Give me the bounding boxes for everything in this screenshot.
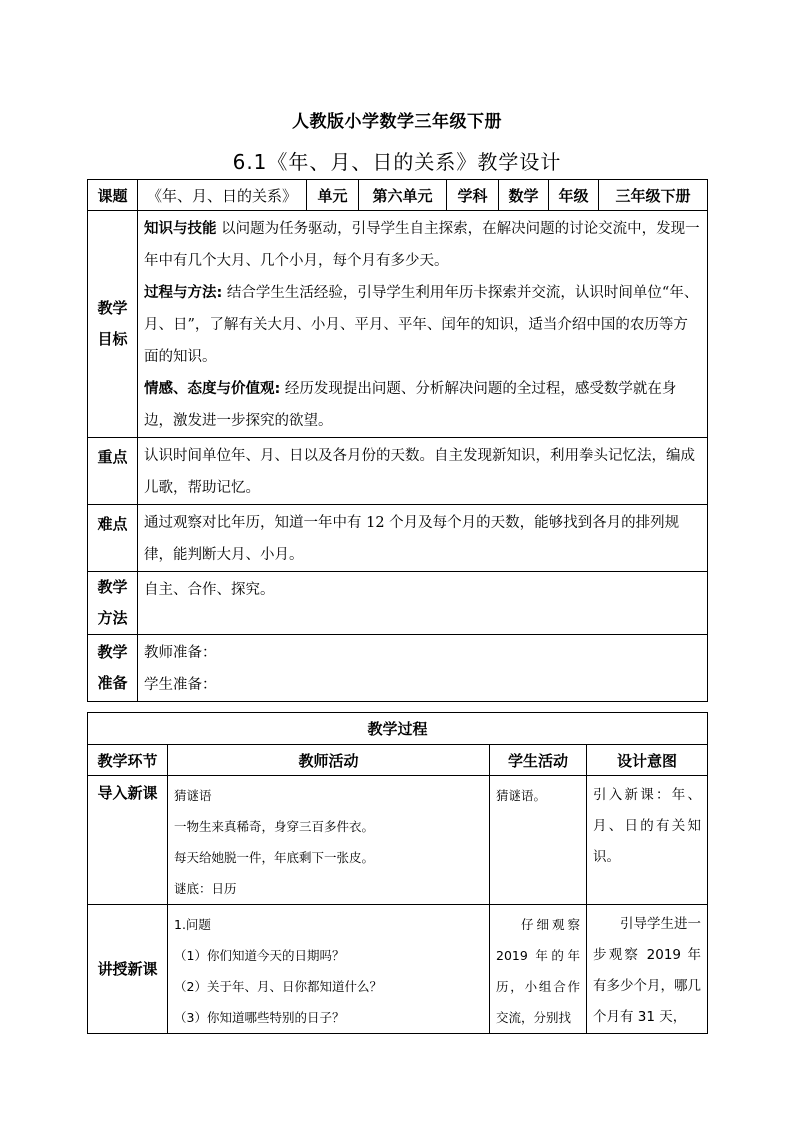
- difficulty-text: 通过观察对比年历，知道一年中有 12 个月及每个月的天数，能够找到各月的排列规律，能判断大月、小月。: [138, 505, 708, 572]
- difficulty-label: 难点: [88, 505, 138, 572]
- lesson-info-table: [87, 179, 708, 702]
- goal-method-text: 结合学生生活经验，引导学生利用年历卡探索并交流，认识时间单位“年、月、日”，了解有关大月、小月、平月、平年、闰年的知识，适当介绍中国的农历等方面的知识。: [144, 285, 699, 365]
- activity-line: （2）关于年、月、日你都知道什么？: [174, 979, 382, 994]
- col-teacher-header: 教师活动: [168, 745, 490, 776]
- grade-value: 三年级下册: [599, 180, 708, 211]
- intent-new: 引导学生进一步观察 2019 年有多少个月，哪几个月有 31 天，: [587, 905, 708, 1034]
- topic-label: 课题: [88, 180, 138, 211]
- grade-label: 年级: [549, 180, 599, 211]
- stage-intro: 导入新课: [88, 776, 168, 905]
- activity-line: 每天给她脱一件，年底剩下一张皮。: [174, 850, 375, 865]
- process-title: 教学过程: [88, 713, 708, 745]
- goal-knowledge-text: 以问题为任务驱动，引导学生自主探索，在解决问题的讨论交流中，发现一年中有几个大月、几个小月，每个月有多少天。: [144, 221, 700, 269]
- teacher-activity-intro: [168, 776, 490, 905]
- activity-line: （3）你知道哪些特别的日子？: [174, 1010, 345, 1025]
- col-intent-header: 设计意图: [587, 745, 708, 776]
- col-stage-header: 教学环节: [88, 745, 168, 776]
- activity-line: （1）你们知道今天的日期吗？: [174, 948, 345, 963]
- unit-label: 单元: [307, 180, 359, 211]
- intent-intro: 引入新课：年、月、日的有关知识。: [587, 776, 708, 905]
- activity-line: 猜谜语: [174, 788, 212, 803]
- prep-student: 学生准备：: [144, 677, 217, 693]
- goal-method-head: 过程与方法:: [144, 285, 223, 301]
- prep-teacher: 教师准备：: [144, 645, 217, 661]
- key-label: 重点: [88, 438, 138, 505]
- student-activity-new: 仔细观察 2019 年的年历，小组合作交流，分别找: [490, 905, 587, 1034]
- key-text: 认识时间单位年、月、日以及各月份的天数。自主发现新知识，利用拳头记忆法，编成儿歌，帮助记忆。: [138, 438, 708, 505]
- goals-content: [138, 211, 708, 438]
- teacher-activity-new: [168, 905, 490, 1034]
- document-title: 人教版小学数学三年级下册: [292, 112, 502, 132]
- goal-knowledge: [144, 213, 701, 277]
- goal-knowledge-head: 知识与技能: [144, 221, 217, 237]
- subject-value: 数学: [499, 180, 549, 211]
- stage-new-lesson: 讲授新课: [88, 905, 168, 1034]
- activity-line: 1.问题: [174, 917, 211, 932]
- activity-line: 谜底：日历: [174, 881, 237, 896]
- prep-content: [138, 635, 708, 702]
- goals-label: 教学目标: [88, 211, 138, 438]
- process-table: [87, 712, 708, 1034]
- col-student-header: 学生活动: [490, 745, 587, 776]
- student-activity-intro: 猜谜语。: [490, 776, 587, 905]
- method-label: 教学方法: [88, 572, 138, 635]
- method-text: 自主、合作、探究。: [138, 572, 708, 635]
- prep-label: 教学准备: [88, 635, 138, 702]
- activity-line: 一物生来真稀奇，身穿三百多件衣。: [174, 819, 375, 834]
- goal-attitude: [144, 373, 701, 437]
- goal-attitude-text: 经历发现提出问题、分析解决问题的全过程，感受数学就在身边，激发进一步探究的欲望。: [144, 381, 677, 429]
- topic-value: 《年、月、日的关系》: [138, 180, 307, 211]
- goal-attitude-head: 情感、态度与价值观:: [144, 381, 281, 397]
- unit-value: 第六单元: [359, 180, 447, 211]
- goal-method: [144, 277, 701, 373]
- document-subtitle: 6.1《年、月、日的关系》教学设计: [232, 150, 562, 174]
- subject-label: 学科: [447, 180, 499, 211]
